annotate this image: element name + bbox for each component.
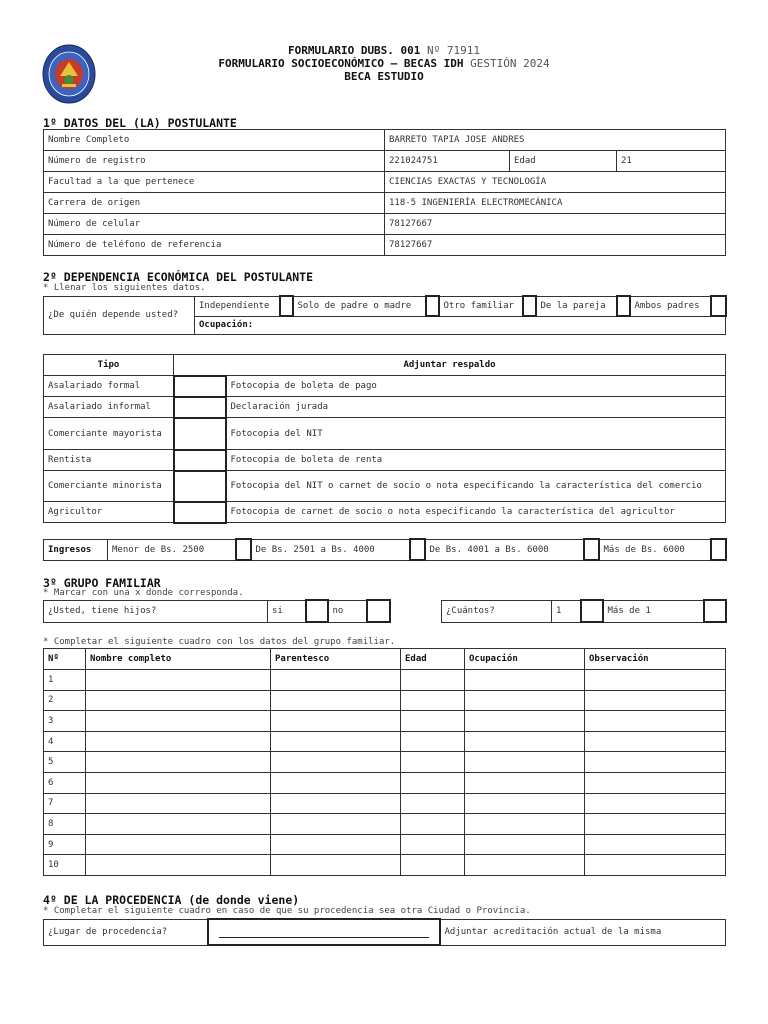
age-cell[interactable] bbox=[401, 793, 465, 814]
origin-field[interactable] bbox=[208, 919, 440, 945]
occupation-cell[interactable] bbox=[465, 670, 585, 691]
age-cell[interactable] bbox=[401, 814, 465, 835]
occupation-cell[interactable] bbox=[465, 731, 585, 752]
column-header: Tipo bbox=[44, 355, 174, 376]
origin-underline bbox=[219, 937, 429, 938]
table-header-row bbox=[44, 649, 726, 670]
form-header bbox=[150, 44, 618, 83]
university-seal-icon bbox=[42, 44, 96, 104]
section-1-title: 1º DATOS DEL (LA) POSTULANTE bbox=[43, 116, 237, 130]
no-checkbox[interactable] bbox=[367, 600, 390, 622]
section-3-title: 3º GRUPO FAMILIAR bbox=[43, 576, 161, 590]
parent-checkbox[interactable] bbox=[426, 296, 439, 316]
relationship-cell[interactable] bbox=[271, 752, 401, 773]
both-parents-checkbox[interactable] bbox=[711, 296, 726, 316]
occupation-cell[interactable] bbox=[465, 711, 585, 732]
observation-cell[interactable] bbox=[585, 690, 726, 711]
row-number: 10 bbox=[44, 855, 86, 876]
attach-note: Adjuntar acreditación actual de la misma bbox=[440, 919, 726, 945]
range-label: De Bs. 2501 a Bs. 4000 bbox=[251, 539, 410, 560]
range-label: Menor de Bs. 2500 bbox=[108, 539, 236, 560]
table-row bbox=[44, 130, 726, 151]
row-number: 7 bbox=[44, 793, 86, 814]
column-header: Ocupación bbox=[465, 649, 585, 670]
observation-cell[interactable] bbox=[585, 670, 726, 691]
section-2-note: * Llenar los siguientes datos. bbox=[43, 283, 206, 293]
income-type: Comerciante mayorista bbox=[44, 418, 174, 450]
table-row bbox=[44, 296, 726, 316]
relationship-cell[interactable] bbox=[271, 772, 401, 793]
required-document: Fotocopia del NIT bbox=[226, 418, 726, 450]
relationship-cell[interactable] bbox=[271, 670, 401, 691]
income-type: Asalariado formal bbox=[44, 376, 174, 397]
income-type-table bbox=[43, 354, 726, 524]
form-code: FORMULARIO DUBS. 001 bbox=[287, 44, 421, 57]
name-cell[interactable] bbox=[86, 855, 271, 876]
range-label: Más de Bs. 6000 bbox=[599, 539, 711, 560]
section-4-title: 4º DE LA PROCEDENCIA (de donde viene) bbox=[43, 893, 300, 907]
column-header: Parentesco bbox=[271, 649, 401, 670]
occupation-field[interactable]: Ocupación: bbox=[195, 316, 726, 334]
table-row bbox=[44, 731, 726, 752]
table-row bbox=[44, 772, 726, 793]
column-header: Adjuntar respaldo bbox=[174, 355, 726, 376]
observation-cell[interactable] bbox=[585, 793, 726, 814]
type-checkbox[interactable] bbox=[174, 471, 226, 502]
form-title: FORMULARIO SOCIOECONÓMICO – BECAS IDH bbox=[218, 57, 464, 70]
range-checkbox[interactable] bbox=[410, 539, 425, 560]
more-than-one-checkbox[interactable] bbox=[704, 600, 726, 622]
family-rows bbox=[44, 670, 726, 876]
age-cell[interactable] bbox=[401, 731, 465, 752]
name-cell[interactable] bbox=[86, 752, 271, 773]
occupation-cell[interactable] bbox=[465, 772, 585, 793]
row-number: 9 bbox=[44, 834, 86, 855]
name-cell[interactable] bbox=[86, 772, 271, 793]
career-field[interactable]: 118-5 INGENIERÍA ELECTROMECÁNICA bbox=[385, 193, 726, 214]
family-group-table bbox=[43, 648, 726, 876]
age-cell[interactable] bbox=[401, 834, 465, 855]
occupation-cell[interactable] bbox=[465, 690, 585, 711]
age-cell[interactable] bbox=[401, 772, 465, 793]
name-cell[interactable] bbox=[86, 814, 271, 835]
option-label: Solo de padre o madre bbox=[293, 296, 426, 316]
income-type: Agricultor bbox=[44, 502, 174, 523]
no-label: no bbox=[328, 600, 367, 622]
required-document: Fotocopia de carnet de socio o nota especificando la característica del agricultor bbox=[226, 502, 726, 523]
field-label: Número de teléfono de referencia bbox=[44, 235, 385, 256]
range-checkbox[interactable] bbox=[711, 539, 726, 560]
table-row bbox=[44, 151, 726, 172]
occupation-cell[interactable] bbox=[465, 793, 585, 814]
income-range-table bbox=[43, 538, 727, 561]
age-cell[interactable] bbox=[401, 670, 465, 691]
yes-label: si bbox=[268, 600, 306, 622]
table-row bbox=[44, 834, 726, 855]
independent-checkbox[interactable] bbox=[280, 296, 293, 316]
age-field[interactable]: 21 bbox=[617, 151, 726, 172]
one-checkbox[interactable] bbox=[581, 600, 603, 622]
relationship-cell[interactable] bbox=[271, 834, 401, 855]
name-cell[interactable] bbox=[86, 670, 271, 691]
range-label: De Bs. 4001 a Bs. 6000 bbox=[425, 539, 584, 560]
income-type: Rentista bbox=[44, 450, 174, 471]
relationship-cell[interactable] bbox=[271, 690, 401, 711]
table-row bbox=[44, 172, 726, 193]
row-number: 6 bbox=[44, 772, 86, 793]
field-label: Edad bbox=[510, 151, 617, 172]
row-number: 2 bbox=[44, 690, 86, 711]
type-checkbox[interactable] bbox=[174, 502, 226, 523]
form-period: GESTIÓN 2024 bbox=[470, 57, 550, 70]
name-cell[interactable] bbox=[86, 711, 271, 732]
table-row bbox=[44, 471, 726, 502]
form-subtitle: BECA ESTUDIO bbox=[344, 70, 424, 83]
income-type: Comerciante minorista bbox=[44, 471, 174, 502]
table-row bbox=[44, 711, 726, 732]
children-count-table bbox=[441, 599, 727, 623]
relationship-cell[interactable] bbox=[271, 793, 401, 814]
occupation-cell[interactable] bbox=[465, 855, 585, 876]
option-label: De la pareja bbox=[536, 296, 617, 316]
observation-cell[interactable] bbox=[585, 731, 726, 752]
reference-phone-field[interactable]: 78127667 bbox=[385, 235, 726, 256]
income-label: Ingresos bbox=[44, 539, 108, 560]
table-row bbox=[44, 193, 726, 214]
required-document: Fotocopia de boleta de renta bbox=[226, 450, 726, 471]
column-header: Edad bbox=[401, 649, 465, 670]
relationship-cell[interactable] bbox=[271, 814, 401, 835]
table-row bbox=[44, 376, 726, 397]
table-row bbox=[44, 670, 726, 691]
relationship-cell[interactable] bbox=[271, 855, 401, 876]
section-4-note: * Completar el siguiente cuadro en caso de que su procedencia sea otra Ciudad o Provincia. bbox=[43, 906, 531, 916]
table-row bbox=[44, 600, 390, 622]
option-label: Independiente bbox=[195, 296, 280, 316]
name-cell[interactable] bbox=[86, 793, 271, 814]
table-row bbox=[44, 855, 726, 876]
observation-cell[interactable] bbox=[585, 834, 726, 855]
relationship-cell[interactable] bbox=[271, 711, 401, 732]
one-label: 1 bbox=[552, 600, 581, 622]
table-row bbox=[44, 793, 726, 814]
option-label: Otro familiar bbox=[439, 296, 523, 316]
relationship-cell[interactable] bbox=[271, 731, 401, 752]
type-checkbox[interactable] bbox=[174, 376, 226, 397]
field-label: Nombre Completo bbox=[44, 130, 385, 151]
required-document: Fotocopia de boleta de pago bbox=[226, 376, 726, 397]
field-label: Número de registro bbox=[44, 151, 385, 172]
column-header: Nombre completo bbox=[86, 649, 271, 670]
range-checkbox[interactable] bbox=[584, 539, 599, 560]
table-row bbox=[44, 919, 726, 945]
table-row bbox=[44, 418, 726, 450]
occupation-cell[interactable] bbox=[465, 814, 585, 835]
range-checkbox[interactable] bbox=[236, 539, 251, 560]
row-number: 4 bbox=[44, 731, 86, 752]
name-cell[interactable] bbox=[86, 690, 271, 711]
name-cell[interactable] bbox=[86, 731, 271, 752]
name-cell[interactable] bbox=[86, 834, 271, 855]
table-row bbox=[44, 752, 726, 773]
faculty-field[interactable]: CIENCIAS EXACTAS Y TECNOLOGÍA bbox=[385, 172, 726, 193]
table-row bbox=[44, 539, 726, 560]
other-relative-checkbox[interactable] bbox=[523, 296, 536, 316]
field-label: Carrera de origen bbox=[44, 193, 385, 214]
origin-question: ¿Lugar de procedencia? bbox=[44, 919, 208, 945]
required-document: Fotocopia del NIT o carnet de socio o nota especificando la característica del comercio bbox=[226, 471, 726, 502]
yes-checkbox[interactable] bbox=[306, 600, 328, 622]
children-table bbox=[43, 599, 391, 623]
count-question: ¿Cuántos? bbox=[442, 600, 552, 622]
form-number: Nº 71911 bbox=[427, 44, 481, 57]
type-checkbox[interactable] bbox=[174, 397, 226, 418]
table-row bbox=[44, 814, 726, 835]
dependency-table bbox=[43, 295, 727, 335]
observation-cell[interactable] bbox=[585, 772, 726, 793]
table-row bbox=[44, 397, 726, 418]
full-name-field[interactable]: BARRETO TAPIA JOSE ANDRES bbox=[385, 130, 726, 151]
column-header: Nº bbox=[44, 649, 86, 670]
row-number: 1 bbox=[44, 670, 86, 691]
row-number: 8 bbox=[44, 814, 86, 835]
field-label: Facultad a la que pertenece bbox=[44, 172, 385, 193]
dependency-question: ¿De quién depende usted? bbox=[44, 296, 195, 334]
children-question: ¿Usted, tiene hijos? bbox=[44, 600, 268, 622]
type-checkbox[interactable] bbox=[174, 418, 226, 450]
income-type: Asalariado informal bbox=[44, 397, 174, 418]
type-checkbox[interactable] bbox=[174, 450, 226, 471]
partner-checkbox[interactable] bbox=[617, 296, 630, 316]
observation-cell[interactable] bbox=[585, 711, 726, 732]
age-cell[interactable] bbox=[401, 855, 465, 876]
occupation-cell[interactable] bbox=[465, 752, 585, 773]
table-row bbox=[44, 235, 726, 256]
occupation-cell[interactable] bbox=[465, 834, 585, 855]
section-2-title: 2º DEPENDENCIA ECONÓMICA DEL POSTULANTE bbox=[43, 270, 314, 284]
applicant-data-table bbox=[43, 129, 726, 256]
origin-table bbox=[43, 918, 726, 946]
column-header: Observación bbox=[585, 649, 726, 670]
observation-cell[interactable] bbox=[585, 855, 726, 876]
table-header-row bbox=[44, 355, 726, 376]
more-than-one-label: Más de 1 bbox=[603, 600, 704, 622]
observation-cell[interactable] bbox=[585, 814, 726, 835]
age-cell[interactable] bbox=[401, 752, 465, 773]
table-row bbox=[44, 502, 726, 523]
family-table-note: * Completar el siguiente cuadro con los datos del grupo familiar. bbox=[43, 637, 396, 647]
age-cell[interactable] bbox=[401, 690, 465, 711]
option-label: Ambos padres bbox=[630, 296, 711, 316]
table-row bbox=[442, 600, 726, 622]
age-cell[interactable] bbox=[401, 711, 465, 732]
required-document: Declaración jurada bbox=[226, 397, 726, 418]
table-row bbox=[44, 690, 726, 711]
table-row bbox=[44, 214, 726, 235]
row-number: 3 bbox=[44, 711, 86, 732]
table-row bbox=[44, 450, 726, 471]
row-number: 5 bbox=[44, 752, 86, 773]
field-label: Número de celular bbox=[44, 214, 385, 235]
cellphone-field[interactable]: 78127667 bbox=[385, 214, 726, 235]
section-3-note: * Marcar con una x donde corresponda. bbox=[43, 588, 244, 598]
observation-cell[interactable] bbox=[585, 752, 726, 773]
registration-field[interactable]: 221024751 bbox=[385, 151, 510, 172]
